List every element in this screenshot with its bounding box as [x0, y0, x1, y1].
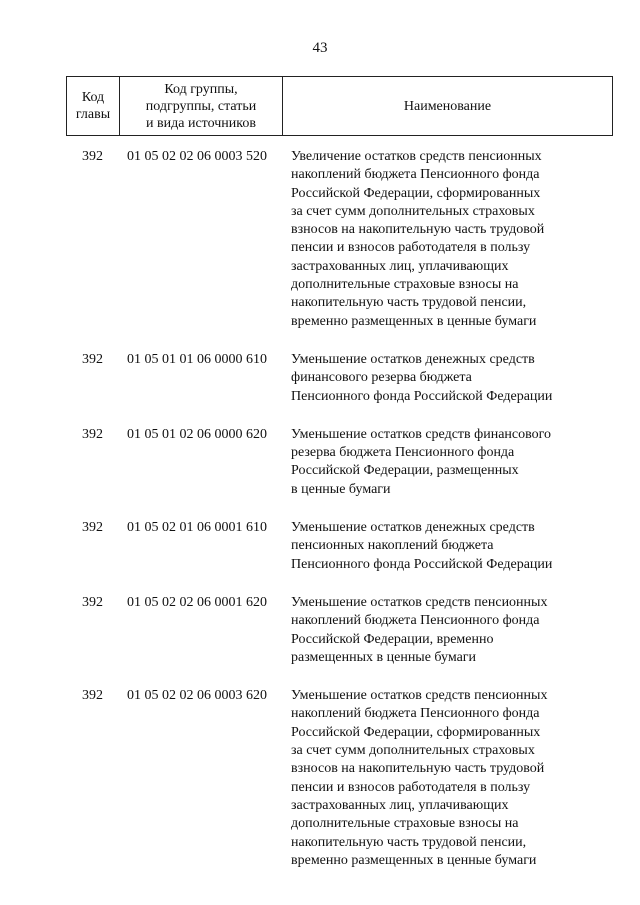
row-name-line: Уменьшение остатков денежных средств: [291, 520, 535, 536]
row-name-line: взносов на накопительную часть трудовой: [291, 222, 545, 238]
row-name-line: накоплений бюджета Пенсионного фонда: [291, 167, 540, 183]
row-name-line: временно размещенных в ценные бумаги: [291, 852, 537, 868]
row-name-line: застрахованных лиц, уплачивающих: [291, 258, 509, 274]
row-group-code: 01 05 02 01 06 0001 610: [127, 520, 267, 536]
table-row: [66, 519, 613, 574]
row-name: [289, 148, 613, 331]
header-group-label-line: подгруппы, статьи: [145, 98, 257, 114]
row-name-line: пенсионных накоплений бюджета: [291, 538, 494, 554]
row-name-line: дополнительные страховые взносы на: [291, 277, 519, 293]
row-chapter-code: 392: [82, 149, 103, 164]
row-group-code: 01 05 02 02 06 0003 620: [127, 688, 267, 704]
header-group-label-line: Код группы,: [164, 81, 238, 97]
row-name-line: дополнительные страховые взносы на: [291, 816, 519, 832]
row-name-line: Российской Федерации, сформированных: [291, 185, 541, 201]
row-name-line: в ценные бумаги: [291, 481, 391, 497]
row-name-line: накопительную часть трудовой пенсии,: [291, 834, 527, 850]
row-chapter-code: 392: [82, 520, 103, 536]
row-chapter-code: 392: [82, 688, 103, 704]
row-name-line: Пенсионного фонда Российской Федерации: [291, 388, 553, 404]
row-name-line: накоплений бюджета Пенсионного фонда: [291, 706, 540, 722]
row-group-code: 01 05 02 02 06 0003 520: [127, 149, 267, 164]
row-name-line: Российской Федерации, сформированных: [291, 724, 541, 740]
table-row: [66, 351, 613, 406]
row-group-code: 01 05 01 02 06 0000 620: [127, 426, 267, 442]
row-name-line: взносов на накопительную часть трудовой: [291, 761, 545, 777]
row-name-line: Российской Федерации, временно: [291, 631, 494, 647]
table-row: [66, 594, 613, 667]
row-name-line: размещенных в ценные бумаги: [291, 649, 477, 665]
row-chapter-code: 392: [82, 594, 103, 610]
header-code-cell: [67, 77, 120, 135]
table-row: [66, 426, 613, 499]
row-group-code: 01 05 01 01 06 0000 610: [127, 351, 267, 367]
table-row: [66, 687, 613, 870]
header-code-label-line: Код: [81, 90, 105, 105]
table-body: [66, 148, 613, 890]
page-number: 43: [312, 40, 328, 56]
row-group-code: 01 05 02 02 06 0001 620: [127, 594, 267, 610]
row-name-line: финансового резерва бюджета: [291, 370, 472, 386]
row-name-line: за счет сумм дополнительных страховых: [291, 203, 535, 219]
row-name-line: Уменьшение остатков средств финансового: [291, 426, 552, 442]
row-name-line: Российской Федерации, размещенных: [291, 463, 519, 479]
row-name-line: Уменьшение остатков средств пенсионных: [291, 594, 548, 610]
row-name-line: Уменьшение остатков денежных средств: [291, 351, 535, 367]
row-name-line: временно размещенных в ценные бумаги: [291, 313, 537, 329]
row-name-line: накопительную часть трудовой пенсии,: [291, 295, 527, 311]
row-name: [289, 351, 613, 406]
row-name: [289, 426, 613, 499]
row-name: [289, 687, 613, 870]
table-header: [66, 76, 613, 136]
header-group-label-line: и вида источников: [146, 115, 256, 131]
row-name-line: за счет сумм дополнительных страховых: [291, 743, 535, 759]
row-name: [289, 519, 613, 574]
header-code-label-line: главы: [75, 107, 111, 122]
row-name-line: Пенсионного фонда Российской Федерации: [291, 556, 553, 572]
row-name-line: застрахованных лиц, уплачивающих: [291, 797, 509, 813]
header-group-cell: [120, 77, 283, 135]
row-chapter-code: 392: [82, 351, 103, 367]
table-row: [66, 148, 613, 331]
header-name-cell: [283, 77, 612, 135]
row-chapter-code: 392: [82, 426, 103, 442]
header-name-label: Наименование: [403, 98, 492, 114]
row-name-line: Уменьшение остатков средств пенсионных: [291, 688, 548, 704]
row-name-line: пенсии и взносов работодателя в пользу: [291, 240, 531, 256]
row-name-line: резерва бюджета Пенсионного фонда: [291, 445, 515, 461]
row-name-line: Увеличение остатков средств пенсионных: [291, 149, 542, 164]
row-name-line: пенсии и взносов работодателя в пользу: [291, 779, 531, 795]
row-name-line: накоплений бюджета Пенсионного фонда: [291, 613, 540, 629]
row-name: [289, 594, 613, 667]
